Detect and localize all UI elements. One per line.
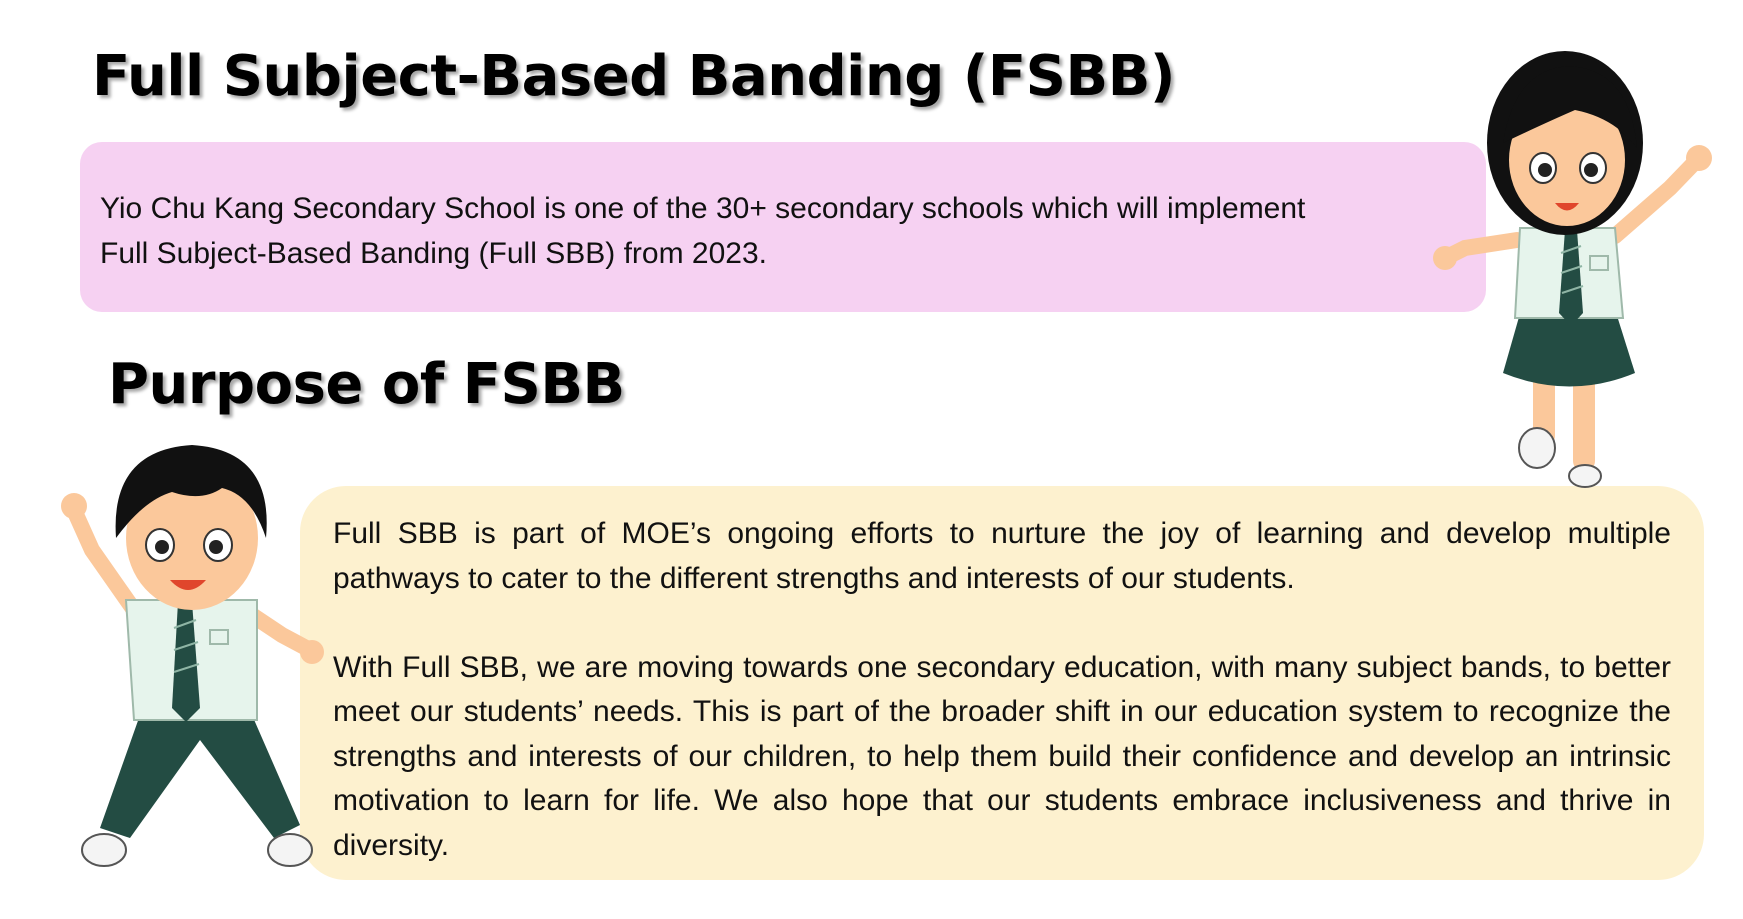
boy-hand-left xyxy=(61,493,87,519)
intro-line-1: Yio Chu Kang Secondary School is one of the 30+ secondary schools which will implement xyxy=(100,192,1306,225)
boy-arm-right xyxy=(252,615,310,650)
boy-shoe-right-icon xyxy=(268,834,312,866)
student-boy-svg xyxy=(52,440,332,885)
girl-shoe-left-icon xyxy=(1519,428,1555,468)
boy-hand-right xyxy=(300,640,324,664)
page-title: Full Subject-Based Banding (FSBB) xyxy=(92,44,1175,109)
girl-hand-left xyxy=(1433,246,1457,270)
intro-text xyxy=(100,186,1400,276)
intro-line-2: Full Subject-Based Banding (Full SBB) from 2023. xyxy=(100,237,767,270)
purpose-paragraph-2: With Full SBB, we are moving towards one secondary education, with many subject bands, to better meet our students’ needs. This is part of the broader shift in our education system to recognize the strengths and interests of our children, to help them build their confidence and develop an intrinsic motivation to learn for life. We also hope that our students embrace inclusiveness and thrive in diversity. xyxy=(333,650,1671,862)
boy-shoe-left-icon xyxy=(82,834,126,866)
student-girl-illustration xyxy=(1425,48,1715,488)
purpose-text xyxy=(333,512,1671,868)
boy-trousers xyxy=(100,715,300,838)
girl-hand-right xyxy=(1686,145,1712,171)
section-title-purpose: Purpose of FSBB xyxy=(108,352,625,417)
purpose-paragraph-1: Full SBB is part of MOE’s ongoing efforts to nurture the joy of learning and develop multiple pathways to cater to the different strengths and interests of our students. xyxy=(333,517,1671,595)
student-girl-svg xyxy=(1425,48,1715,488)
girl-shoe-right-icon xyxy=(1569,465,1601,487)
student-boy-illustration xyxy=(52,440,332,885)
